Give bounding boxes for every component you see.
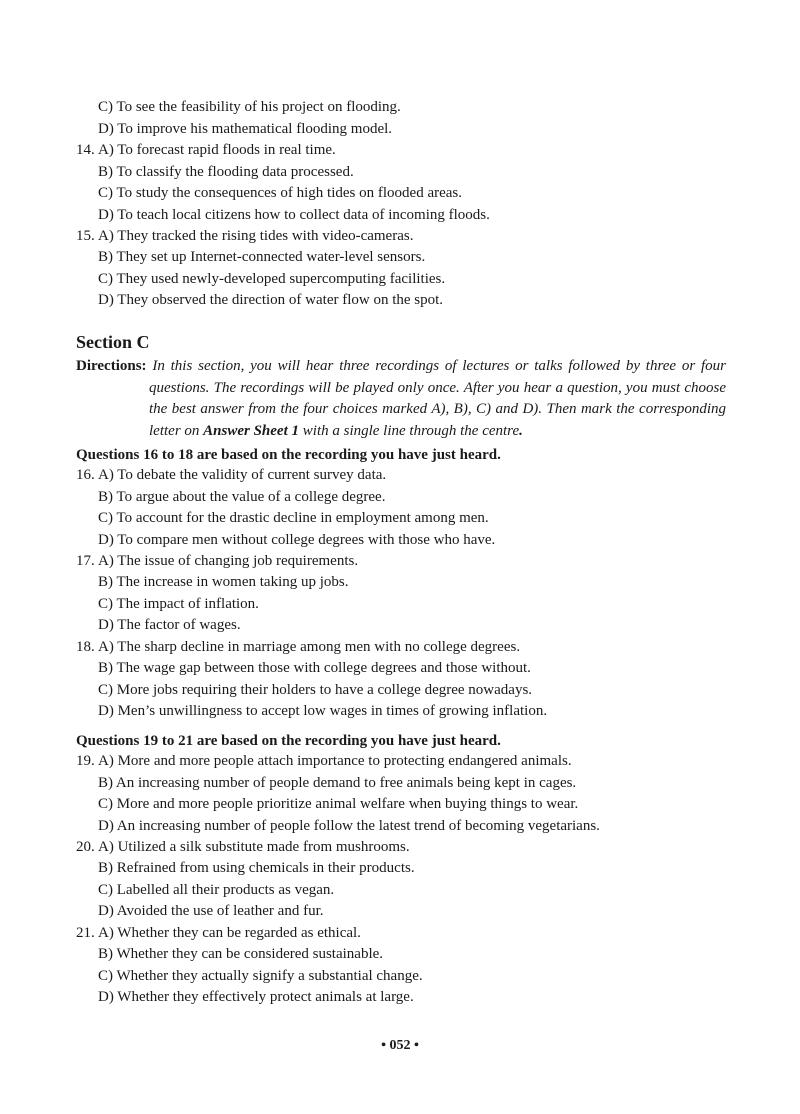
q18-number: 18.	[76, 639, 95, 655]
q19-number: 19.	[76, 753, 95, 769]
q14-option-b: B) To classify the flooding data processed.	[98, 164, 354, 180]
q17-option-a-row	[76, 551, 358, 572]
q16-option-a: A) To debate the validity of current survey data.	[98, 467, 387, 483]
q21-number: 21.	[76, 925, 95, 941]
q13-option-d: D) To improve his mathematical flooding model.	[98, 121, 393, 137]
q20-number: 20.	[76, 839, 95, 855]
q21-option-a: A) Whether they can be regarded as ethical.	[98, 925, 361, 941]
q17-option-b: B) The increase in women taking up jobs.	[98, 574, 349, 590]
q17-number: 17.	[76, 553, 95, 569]
directions-line-4: letter on Answer Sheet 1 with a single line through the centre.	[149, 422, 523, 439]
section-c-directions	[76, 356, 726, 442]
q18-option-d: D) Men’s unwillingness to accept low wages in times of growing inflation.	[98, 703, 548, 719]
directions-line-3: the best answer from the four choices marked A), B), C) and D). Then mark the corresponding	[149, 401, 726, 417]
q16-option-a-row	[76, 465, 386, 486]
q20-option-a: A) Utilized a silk substitute made from mushrooms.	[98, 839, 410, 855]
q20-option-a-row	[76, 837, 410, 858]
q14-option-a-row	[76, 140, 336, 161]
q14-option-c: C) To study the consequences of high tides on flooded areas.	[98, 185, 463, 201]
q21-option-c: C) Whether they actually signify a substantial change.	[98, 968, 423, 984]
q19-option-a-row	[76, 751, 572, 772]
q21-option-b: B) Whether they can be considered sustainable.	[98, 946, 384, 962]
q15-number: 15.	[76, 228, 95, 244]
q15-option-b: B) They set up Internet-connected water-level sensors.	[98, 249, 426, 265]
q16-option-b: B) To argue about the value of a college degree.	[98, 489, 386, 505]
q14-option-a: A) To forecast rapid floods in real time.	[98, 142, 336, 158]
q19-option-d: D) An increasing number of people follow the latest trend of becoming vegetarians.	[98, 818, 600, 834]
q17-option-c: C) The impact of inflation.	[98, 596, 259, 612]
q18-option-a-row	[76, 637, 520, 658]
q18-option-b: B) The wage gap between those with college degrees and those without.	[98, 660, 531, 676]
q21-option-a-row	[76, 923, 361, 944]
q20-option-c: C) Labelled all their products as vegan.	[98, 882, 335, 898]
q16-number: 16.	[76, 467, 95, 483]
q17-option-d: D) The factor of wages.	[98, 617, 241, 633]
q19-option-c: C) More and more people prioritize animal welfare when buying things to wear.	[98, 796, 579, 812]
q15-option-c: C) They used newly-developed supercomputing facilities.	[98, 271, 446, 287]
q15-option-d: D) They observed the direction of water flow on the spot.	[98, 292, 444, 308]
directions-line-1: Directions: In this section, you will hear three recordings of lectures or talks followed by three or four	[76, 358, 726, 374]
q16-option-d: D) To compare men without college degrees with those who have.	[98, 532, 496, 548]
group-heading-19-21: Questions 19 to 21 are based on the recording you have just heard.	[76, 733, 501, 749]
q19-option-b: B) An increasing number of people demand to free animals being kept in cages.	[98, 775, 577, 791]
q20-option-b: B) Refrained from using chemicals in their products.	[98, 860, 415, 876]
group-heading-16-18: Questions 16 to 18 are based on the recording you have just heard.	[76, 447, 501, 463]
page-number: • 052 •	[381, 1038, 419, 1053]
q15-option-a-row	[76, 226, 413, 247]
q13-option-c: C) To see the feasibility of his project on flooding.	[98, 99, 401, 115]
q18-option-a: A) The sharp decline in marriage among men with no college degrees.	[98, 639, 521, 655]
q14-option-d: D) To teach local citizens how to collect data of incoming floods.	[98, 207, 490, 223]
q20-option-d: D) Avoided the use of leather and fur.	[98, 903, 324, 919]
q14-number: 14.	[76, 142, 95, 158]
q19-option-a: A) More and more people attach importance to protecting endangered animals.	[98, 753, 572, 769]
q18-option-c: C) More jobs requiring their holders to have a college degree nowadays.	[98, 682, 533, 698]
section-c-title: Section C	[76, 332, 150, 352]
q16-option-c: C) To account for the drastic decline in employment among men.	[98, 510, 489, 526]
q17-option-a: A) The issue of changing job requirements.	[98, 553, 359, 569]
directions-label: Directions:	[76, 358, 147, 374]
q21-option-d: D) Whether they effectively protect animals at large.	[98, 989, 414, 1005]
answer-sheet-reference: Answer Sheet 1	[203, 422, 300, 439]
q15-option-a: A) They tracked the rising tides with video-cameras.	[98, 228, 414, 244]
directions-line-2: questions. The recordings will be played only once. After you hear a question, you must choose	[149, 379, 726, 396]
